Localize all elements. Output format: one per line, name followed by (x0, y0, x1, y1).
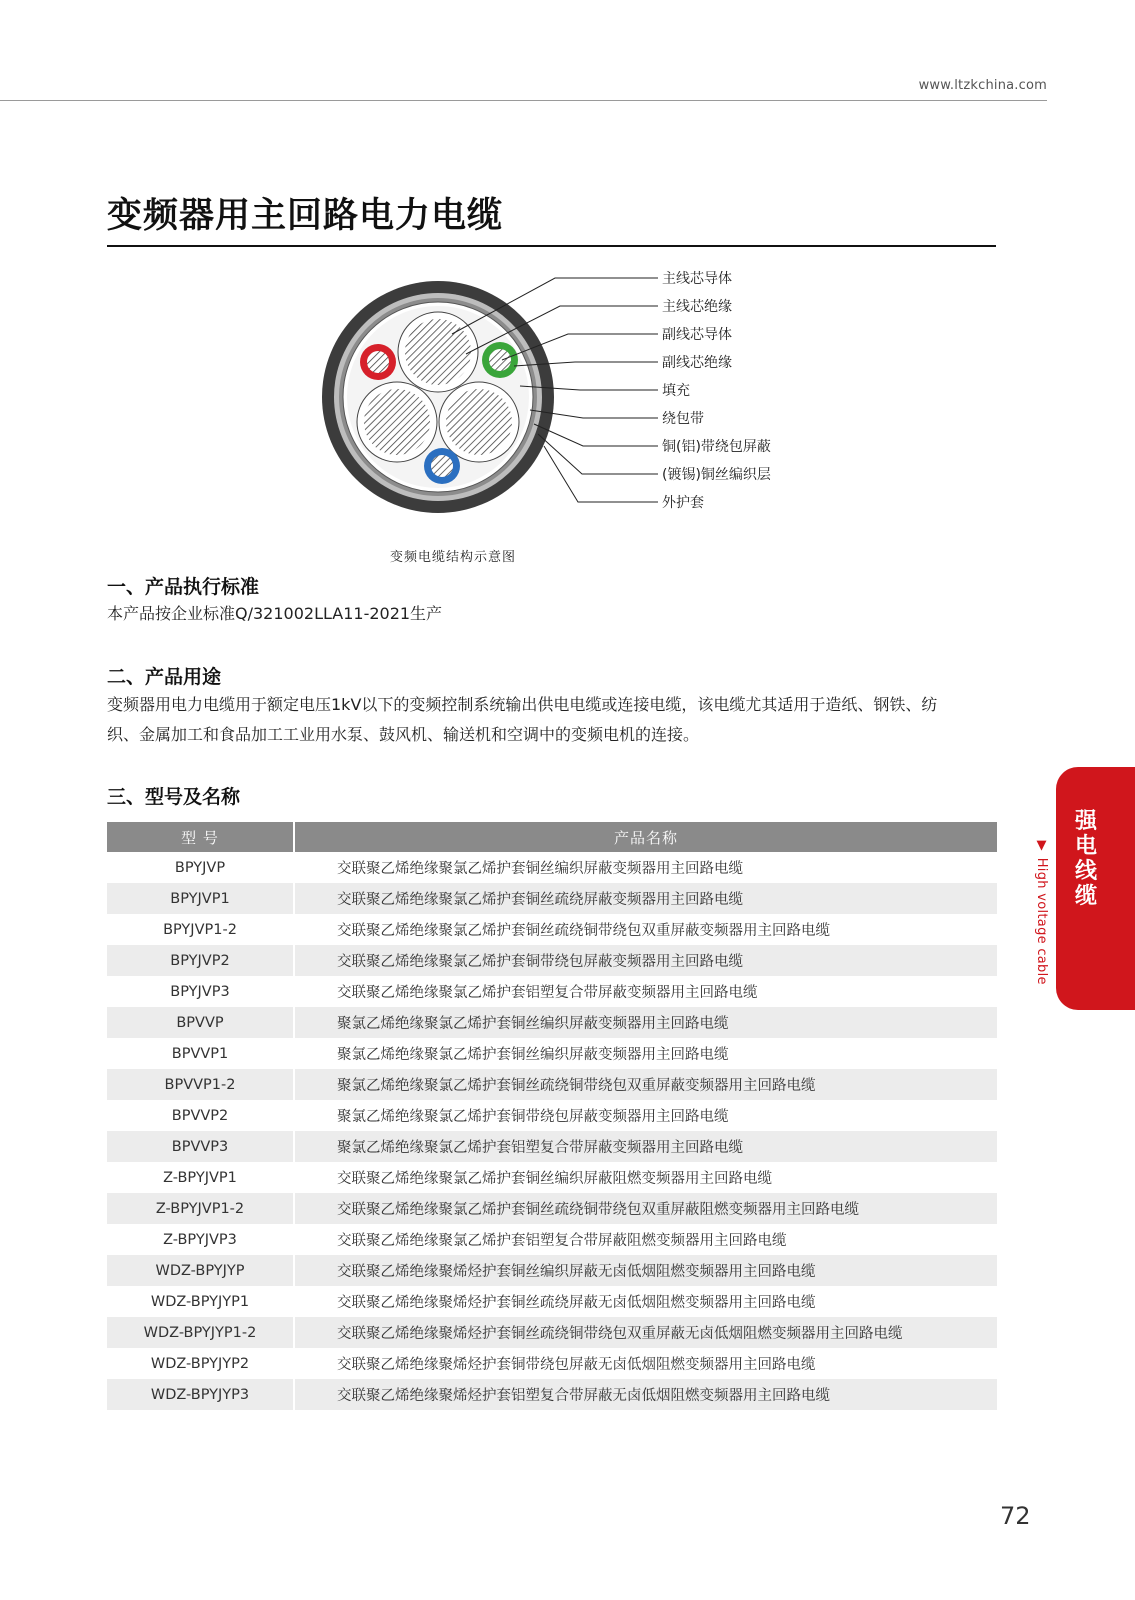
cell-product-name: 交联聚乙烯绝缘聚氯乙烯护套铜带绕包屏蔽变频器用主回路电缆 (295, 945, 997, 976)
cell-model: BPVVP1-2 (107, 1069, 295, 1100)
cell-model: BPYJVP1-2 (107, 914, 295, 945)
table-body (107, 852, 997, 1410)
cell-model: WDZ-BPYJYP1-2 (107, 1317, 295, 1348)
cell-product-name: 交联聚乙烯绝缘聚氯乙烯护套铜丝疏绕铜带绕包双重屏蔽阻燃变频器用主回路电缆 (295, 1193, 997, 1224)
leader-line (534, 424, 658, 446)
cell-model: BPYJVP1 (107, 883, 295, 914)
table-row (107, 1162, 997, 1193)
main-core-conductor (446, 389, 512, 455)
table-header-row (107, 822, 997, 852)
section-heading-models: 三、型号及名称 (107, 786, 241, 808)
cell-model: BPYJVP2 (107, 945, 295, 976)
cell-product-name: 聚氯乙烯绝缘聚氯乙烯护套铜丝编织屏蔽变频器用主回路电缆 (337, 1047, 729, 1063)
callout-label: 铜(铝)带绕包屏蔽 (662, 439, 771, 455)
cell-product-name: 聚氯乙烯绝缘聚氯乙烯护套铜带绕包屏蔽变频器用主回路电缆 (337, 1109, 729, 1125)
callout-label: 外护套 (662, 495, 704, 511)
cell-product-name: 交联聚乙烯绝缘聚烯烃护套铜丝疏绕屏蔽无卤低烟阻燃变频器用主回路电缆 (337, 1295, 816, 1311)
cell-model: BPYJVP (107, 852, 295, 883)
cell-model: Z-BPYJVP1-2 (107, 1193, 295, 1224)
table-row (107, 1193, 997, 1224)
cell-model: BPVVP1 (107, 1038, 295, 1069)
cell-product-name: 交联聚乙烯绝缘聚氯乙烯护套铜丝编织屏蔽阻燃变频器用主回路电缆 (337, 1171, 772, 1187)
table-row (107, 976, 997, 1007)
cell-model: Z-BPYJVP1 (107, 1162, 295, 1193)
table-row (107, 1286, 997, 1317)
table-row (107, 945, 997, 976)
table-row (107, 1131, 997, 1162)
aux-core-conductor (367, 351, 389, 373)
table-row (107, 1348, 997, 1379)
cell-model: WDZ-BPYJYP (107, 1255, 295, 1286)
cell-product-name: 交联聚乙烯绝缘聚氯乙烯护套铜丝疏绕铜带绕包双重屏蔽变频器用主回路电缆 (337, 923, 830, 939)
model-table (107, 822, 997, 1410)
category-side-tab[interactable] (1056, 767, 1135, 1010)
cell-product-name: 聚氯乙烯绝缘聚氯乙烯护套铜丝编织屏蔽变频器用主回路电缆 (295, 1007, 997, 1038)
callout-label: 主线芯绝缘 (662, 299, 732, 315)
table-row (107, 1007, 997, 1038)
cell-product-name: 聚氯乙烯绝缘聚氯乙烯护套铜丝疏绕铜带绕包双重屏蔽变频器用主回路电缆 (295, 1069, 997, 1100)
section-text-usage-line2: 织、金属加工和食品加工工业用水泵、鼓风机、输送机和空调中的变频电机的连接。 (107, 725, 700, 744)
cell-model: WDZ-BPYJYP3 (107, 1379, 295, 1410)
table-row (107, 1038, 997, 1069)
side-tab-english-label: ▼ High voltage cable (1034, 838, 1049, 985)
cell-product-name: 交联聚乙烯绝缘聚氯乙烯护套铝塑复合带屏蔽变频器用主回路电缆 (337, 985, 758, 1001)
cell-product-name: 交联聚乙烯绝缘聚烯烃护套铜带绕包屏蔽无卤低烟阻燃变频器用主回路电缆 (337, 1357, 816, 1373)
cell-product-name: 交联聚乙烯绝缘聚氯乙烯护套铝塑复合带屏蔽阻燃变频器用主回路电缆 (337, 1233, 787, 1249)
callout-label: 副线芯导体 (662, 327, 732, 343)
cell-model: WDZ-BPYJYP2 (107, 1348, 295, 1379)
callout-label: 副线芯绝缘 (662, 355, 732, 371)
cell-product-name: 聚氯乙烯绝缘聚氯乙烯护套铝塑复合带屏蔽变频器用主回路电缆 (295, 1131, 997, 1162)
aux-core-conductor (489, 349, 511, 371)
table-row (107, 1100, 997, 1131)
cell-model: BPVVP (107, 1007, 295, 1038)
section-text-usage-line1: 变频器用电力电缆用于额定电压1kV以下的变频控制系统输出供电电缆或连接电缆，该电缆尤其适用于造纸、钢铁、纺 (107, 695, 938, 714)
diagram-caption: 变频电缆结构示意图 (390, 550, 517, 565)
side-tab-label: 强电线缆 (1074, 809, 1097, 909)
cell-product-name: 交联聚乙烯绝缘聚氯乙烯护套铜丝疏绕屏蔽变频器用主回路电缆 (295, 883, 997, 914)
aux-core-conductor (431, 455, 453, 477)
cell-model: WDZ-BPYJYP1 (107, 1286, 295, 1317)
table-row (107, 1317, 997, 1348)
section-text-standard: 本产品按企业标准Q/321002LLA11-2021生产 (107, 604, 443, 623)
callout-label: (镀锡)铜丝编织层 (662, 467, 771, 483)
callout-labels (662, 270, 771, 511)
leader-line (538, 434, 658, 474)
callout-label: 主线芯导体 (662, 271, 732, 287)
table-row (107, 1379, 997, 1410)
title-underline (107, 245, 996, 247)
cell-product-name: 交联聚乙烯绝缘聚氯乙烯护套铜丝编织屏蔽变频器用主回路电缆 (337, 861, 743, 877)
cell-model: Z-BPYJVP3 (107, 1224, 295, 1255)
cell-product-name: 交联聚乙烯绝缘聚烯烃护套铜丝疏绕铜带绕包双重屏蔽无卤低烟阻燃变频器用主回路电缆 (295, 1317, 997, 1348)
cell-product-name: 交联聚乙烯绝缘聚烯烃护套铝塑复合带屏蔽无卤低烟阻燃变频器用主回路电缆 (295, 1379, 997, 1410)
section-heading-usage: 二、产品用途 (107, 666, 222, 688)
table-row (107, 914, 997, 945)
section-heading-standard: 一、产品执行标准 (107, 576, 260, 598)
callout-label: 绕包带 (662, 411, 704, 427)
table-row (107, 1255, 997, 1286)
page-title: 变频器用主回路电力电缆 (107, 196, 504, 236)
cell-model: BPVVP3 (107, 1131, 295, 1162)
table-row (107, 1224, 997, 1255)
column-header-name: 产品名称 (295, 822, 997, 852)
cell-model: BPYJVP3 (107, 976, 295, 1007)
main-core-conductor (364, 389, 430, 455)
header-divider (0, 100, 1047, 101)
page-number: 72 (1000, 1502, 1031, 1530)
table-row (107, 852, 997, 883)
cell-model: BPVVP2 (107, 1100, 295, 1131)
column-header-model: 型 号 (107, 822, 295, 852)
cell-product-name: 交联聚乙烯绝缘聚烯烃护套铜丝编织屏蔽无卤低烟阻燃变频器用主回路电缆 (295, 1255, 997, 1286)
cable-cross-section-diagram (320, 262, 840, 527)
callout-label: 填充 (662, 383, 690, 399)
table-row (107, 1069, 997, 1100)
site-url[interactable]: www.ltzkchina.com (918, 78, 1047, 93)
table-row (107, 883, 997, 914)
